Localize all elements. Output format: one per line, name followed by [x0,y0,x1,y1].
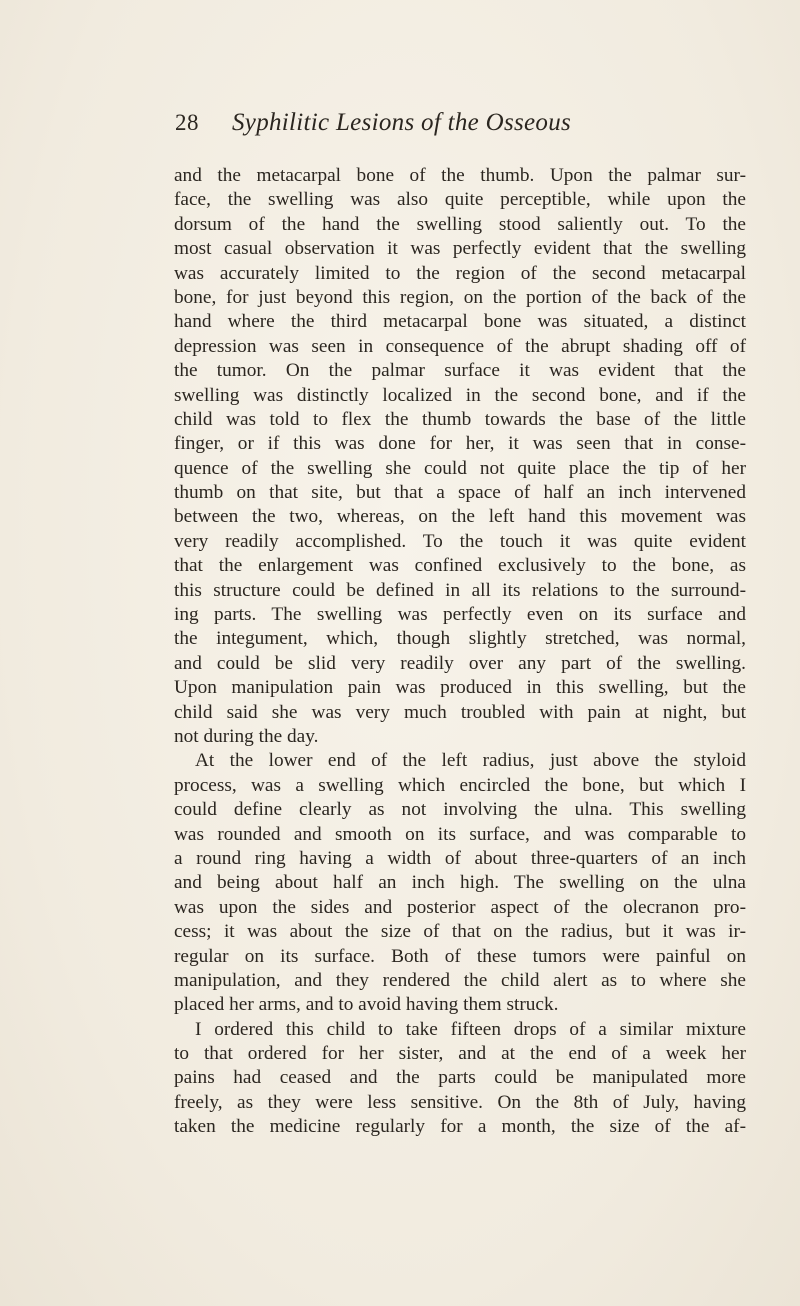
text-line: child said she was very much troubled with pain at night, but [174,701,746,723]
running-title: Syphilitic Lesions of the Osseous [232,109,572,136]
text-line: child was told to flex the thumb towards the base of the little [174,408,746,430]
text-line: At the lower end of the left radius, just above the styloid [195,750,746,772]
body-text [174,164,746,1140]
text-line: Upon manipulation pain was produced in this swelling, but the [174,677,746,699]
text-line: this structure could be defined in all its relations to the surround- [174,579,746,601]
text-line: to that ordered for her sister, and at the end of a week her [174,1043,746,1065]
text-line: I ordered this child to take fifteen drops of a similar mixture [195,1018,746,1040]
text-line: was accurately limited to the region of the second metacarpal [174,262,746,284]
text-line: freely, as they were less sensitive. On the 8th of July, having [174,1091,746,1113]
text-line: was rounded and smooth on its surface, and was comparable to [174,823,746,845]
text-line: and being about half an inch high. The swelling on the ulna [174,872,746,894]
text-line: face, the swelling was also quite perceptible, while upon the [174,189,746,211]
text-line: depression was seen in consequence of the abrupt shading off of [174,335,746,357]
text-line: regular on its surface. Both of these tumors were painful on [174,945,746,967]
text-line: very readily accomplished. To the touch it was quite evident [174,530,746,552]
text-line: between the two, whereas, on the left hand this movement was [174,506,746,528]
text-line: thumb on that site, but that a space of half an inch intervened [174,482,746,504]
text-line: finger, or if this was done for her, it was seen that in conse- [174,433,746,455]
page-number: 28 [175,110,199,135]
text-line: pains had ceased and the parts could be manipulated more [174,1067,746,1089]
text-line: bone, for just beyond this region, on the portion of the back of the [174,286,746,308]
running-head [175,110,735,146]
text-line: dorsum of the hand the swelling stood saliently out. To the [174,213,746,235]
text-line: not during the day. [174,725,319,747]
text-line: process, was a swelling which encircled the bone, but which I [174,774,746,796]
text-line: could define clearly as not involving the ulna. This swelling [174,799,746,821]
text-line: taken the medicine regularly for a month, the size of the af- [174,1116,746,1138]
text-line: ing parts. The swelling was perfectly even on its surface and [174,604,746,626]
text-line: and could be slid very readily over any part of the swelling. [174,652,746,674]
text-line: hand where the third metacarpal bone was situated, a distinct [174,311,746,333]
text-line: most casual observation it was perfectly evident that the swelling [174,238,746,260]
text-line: a round ring having a width of about three-quarters of an inch [174,847,746,869]
text-line: cess; it was about the size of that on the radius, but it was ir- [174,921,746,943]
text-line: and the metacarpal bone of the thumb. Upon the palmar sur- [174,165,746,186]
text-line: swelling was distinctly localized in the second bone, and if the [174,384,746,406]
text-line: manipulation, and they rendered the child alert as to where she [174,969,746,991]
text-line: that the enlargement was confined exclusively to the bone, as [174,555,746,577]
text-line: placed her arms, and to avoid having them struck. [174,994,559,1016]
text-line: the tumor. On the palmar surface it was evident that the [174,360,746,382]
text-line: the integument, which, though slightly stretched, was normal, [174,628,746,650]
text-line: quence of the swelling she could not quite place the tip of her [174,457,746,479]
text-line: was upon the sides and posterior aspect of the olecranon pro- [174,896,746,918]
